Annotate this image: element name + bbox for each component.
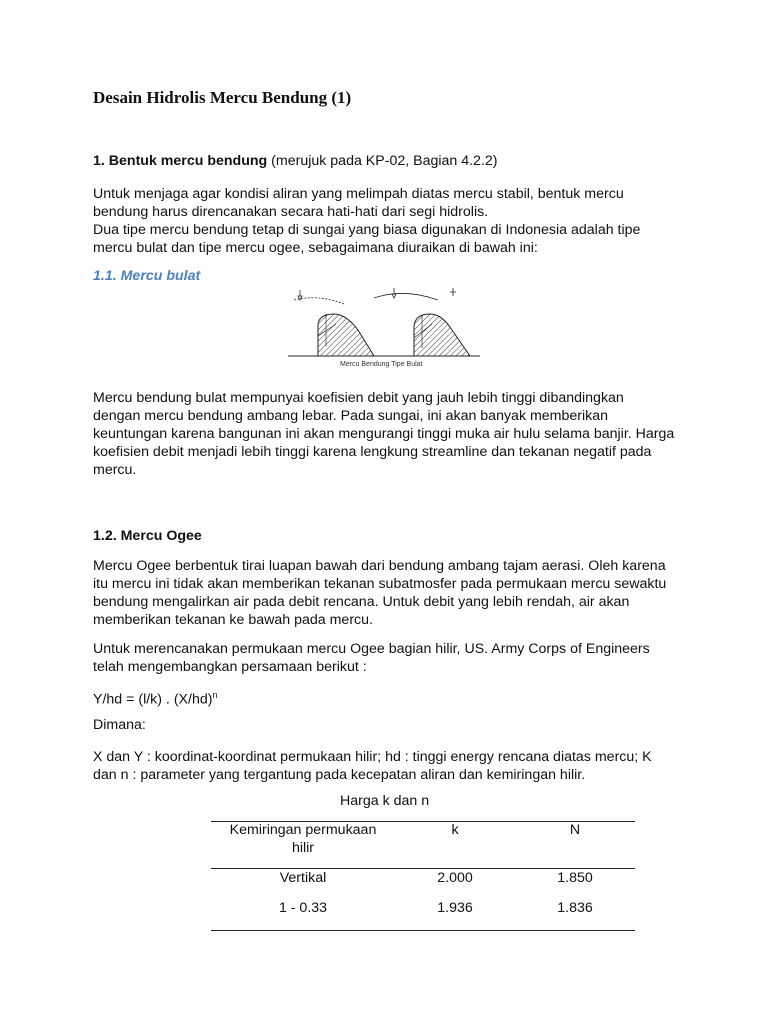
text-line: Mercu Ogee berbentuk tirai luapan bawah dari bendung ambang tajam aerasi. Oleh karena (93, 558, 666, 574)
table-header-n: N (569, 822, 581, 838)
text-line: koefisien debit menjadi lebih tinggi karena lengkung streamline dan tekanan negatif pada (93, 444, 652, 460)
weir-right-shape (374, 288, 470, 356)
table-cell: 1 - 0.33 (278, 900, 328, 916)
section-1-paragraph (93, 185, 693, 257)
header-line: Kemiringan permukaan (229, 822, 377, 838)
subsection-1-2-paragraph-2 (93, 640, 693, 676)
section-1-heading (93, 152, 693, 170)
text-line: keuntungan karena bangunan ini akan mengurangi tinggi muka air hulu selama banjir. Harga (93, 426, 675, 442)
subsection-1-2-paragraph-3 (93, 748, 693, 784)
text-line: mercu. (93, 462, 137, 478)
subsection-1-2-paragraph-1 (93, 557, 693, 629)
table-cell: 2.000 (437, 870, 473, 886)
text-line: Untuk menjaga agar kondisi aliran yang melimpah diatas mercu stabil, bentuk mercu (93, 186, 624, 202)
table-cell: Vertikal (279, 870, 327, 886)
table-bottom-rule (211, 930, 635, 931)
text-line: mercu bulat dan tipe mercu ogee, sebagaimana diuraikan di bawah ini: (93, 240, 538, 256)
text-line: Untuk merencanakan permukaan mercu Ogee bagian hilir, US. Army Corps of Engineers (93, 641, 650, 657)
text-line: telah mengembangkan persamaan berikut : (93, 659, 367, 675)
text-line: memberikan tekanan ke bawah pada mercu. (93, 612, 373, 628)
subsection-1-2-heading: 1.2. Mercu Ogee (93, 528, 202, 544)
subsection-1-1-paragraph (93, 389, 693, 479)
formula-main: Y/hd = (l/k) . (X/hd) (93, 691, 213, 708)
text-line: dan n : parameter yang tergantung pada kecepatan aliran dan kemiringan hilir. (93, 767, 586, 783)
table-title: Harga k dan n (340, 793, 430, 809)
weir-left-shape (294, 290, 374, 356)
text-line: Dua tipe mercu bendung tetap di sungai yang biasa digunakan di Indonesia adalah tipe (93, 222, 641, 238)
formula-exponent: n (212, 690, 218, 700)
dimana-label: Dimana: (93, 717, 146, 733)
text-line: X dan Y : koordinat-koordinat permukaan hilir; hd : tinggi energy rencana diatas mercu; K (93, 749, 652, 765)
table-cell: 1.936 (437, 900, 473, 916)
section-1-heading-bold: 1. Bentuk mercu bendung (93, 153, 268, 169)
subsection-1-1-heading: 1.1. Mercu bulat (93, 268, 201, 284)
table-cell: 1.850 (557, 870, 593, 886)
text-line: Mercu bendung bulat mempunyai koefisien debit yang jauh lebih tinggi dibandingkan (93, 390, 624, 406)
text-line: itu mercu ini tidak akan memberikan tekanan subatmosfer pada permukaan mercu sewaktu (93, 576, 667, 592)
table-cell: 1.836 (557, 900, 593, 916)
section-1-heading-reference: (merujuk pada KP-02, Bagian 4.2.2) (267, 153, 498, 169)
ogee-formula (93, 686, 693, 709)
table-header-kemiringan (222, 821, 384, 857)
document-title: Desain Hidrolis Mercu Bendung (1) (93, 88, 352, 107)
figure-caption: Mercu Bendung Tipe Bulat (340, 361, 423, 368)
header-line: hilir (291, 840, 315, 856)
text-line: dengan mercu bendung ambang lebar. Pada sungai, ini akan banyak memberikan (93, 408, 609, 424)
text-line: bendung mengalirkan air pada debit rencana. Untuk debit yang lebih rendah, air akan (93, 594, 630, 610)
text-line: bendung harus direncanakan secara hati-hati dari segi hidrolis. (93, 204, 489, 220)
table-header-k: k (451, 822, 459, 838)
